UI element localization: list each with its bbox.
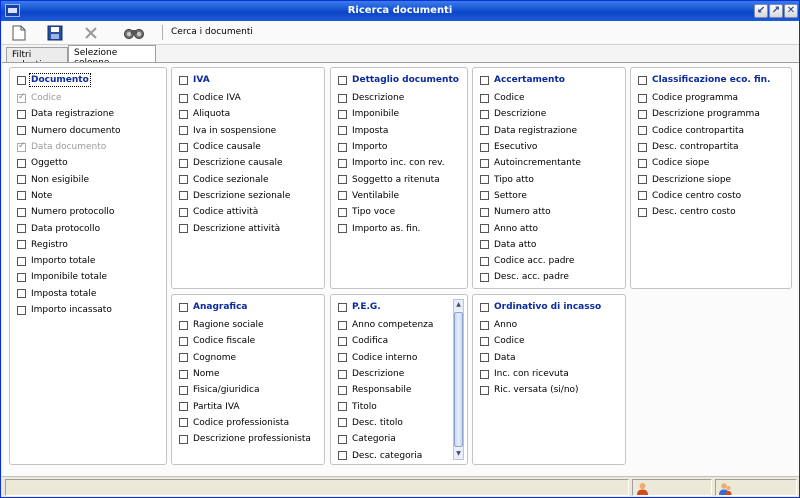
panel-header[interactable] xyxy=(338,300,381,314)
checkbox[interactable] xyxy=(480,240,489,249)
panel-title: Anagrafica xyxy=(193,302,248,312)
checkbox-list xyxy=(480,317,579,398)
search-documents-button[interactable]: Cerca i documenti xyxy=(171,27,253,37)
panel-header[interactable] xyxy=(638,73,770,87)
item-label: Imposta totale xyxy=(31,288,97,299)
item-label: Descrizione programma xyxy=(652,109,760,120)
list-item[interactable] xyxy=(338,155,445,171)
select-all-checkbox[interactable] xyxy=(338,76,347,85)
panel-peg xyxy=(330,294,468,465)
item-label: Codice xyxy=(31,93,62,104)
toolbar-separator xyxy=(162,25,163,40)
list-item[interactable] xyxy=(480,106,581,122)
checkbox[interactable] xyxy=(179,143,188,152)
list-item[interactable] xyxy=(480,237,581,253)
checkbox[interactable] xyxy=(638,208,647,217)
list-item[interactable] xyxy=(338,188,445,204)
item-label: Registro xyxy=(31,239,68,250)
item-label: Numero atto xyxy=(494,207,551,218)
checkbox[interactable] xyxy=(480,386,489,395)
checkbox[interactable] xyxy=(179,224,188,233)
item-label: Fisica/giuridica xyxy=(193,385,260,396)
checkbox[interactable] xyxy=(17,126,26,135)
checkbox[interactable] xyxy=(17,208,26,217)
checkbox-list xyxy=(17,90,121,318)
panel-anagrafica xyxy=(171,294,325,465)
item-label: Codice centro costo xyxy=(652,190,742,201)
users-group-icon xyxy=(719,482,732,495)
minimize-icon[interactable]: ↙ xyxy=(754,4,768,18)
item-label: Descrizione siope xyxy=(652,174,732,185)
item-label: Desc. acc. padre xyxy=(494,272,569,283)
item-label: Tipo voce xyxy=(352,207,396,218)
list-item[interactable] xyxy=(338,204,445,220)
list-item[interactable] xyxy=(17,269,121,285)
new-document-icon[interactable] xyxy=(8,23,30,43)
checkbox[interactable] xyxy=(338,224,347,233)
select-all-checkbox[interactable] xyxy=(17,76,26,85)
checkbox[interactable] xyxy=(17,94,26,103)
checkbox[interactable] xyxy=(338,159,347,168)
user-icon xyxy=(636,482,649,495)
checkbox[interactable] xyxy=(17,257,26,266)
list-item[interactable] xyxy=(480,366,579,382)
list-item[interactable] xyxy=(338,90,445,106)
item-label: Inc. con ricevuta xyxy=(494,369,569,380)
tab-column-selection[interactable]: Selezione xyxy=(68,45,156,63)
panel-header[interactable] xyxy=(480,73,565,87)
item-label: Esecutivo xyxy=(494,142,538,153)
list-item[interactable] xyxy=(480,155,581,171)
checkbox[interactable] xyxy=(17,159,26,168)
list-item[interactable] xyxy=(17,302,121,318)
list-item[interactable] xyxy=(338,106,445,122)
list-item[interactable] xyxy=(179,220,290,236)
checkbox[interactable] xyxy=(179,159,188,168)
column-selection-content xyxy=(2,62,799,476)
list-item[interactable] xyxy=(480,204,581,220)
checkbox[interactable] xyxy=(179,418,188,427)
checkbox[interactable] xyxy=(17,240,26,249)
save-icon[interactable] xyxy=(44,23,66,43)
panel-header[interactable] xyxy=(17,73,89,87)
maximize-icon[interactable]: ↗ xyxy=(769,4,783,18)
list-item[interactable] xyxy=(179,317,311,333)
checkbox[interactable] xyxy=(338,337,347,346)
item-label: Anno xyxy=(494,320,518,331)
list-item[interactable] xyxy=(338,220,445,236)
item-label: Descrizione xyxy=(494,109,547,120)
select-all-checkbox[interactable] xyxy=(480,76,489,85)
select-all-checkbox[interactable] xyxy=(179,76,188,85)
list-item[interactable] xyxy=(179,106,290,122)
list-item[interactable] xyxy=(480,333,579,349)
item-label: Descrizione attività xyxy=(193,223,281,234)
list-item[interactable] xyxy=(338,447,433,463)
list-item[interactable] xyxy=(480,123,581,139)
list-item[interactable] xyxy=(179,123,290,139)
checkbox[interactable] xyxy=(638,175,647,184)
list-item[interactable] xyxy=(480,350,579,366)
checkbox[interactable] xyxy=(480,159,489,168)
list-item[interactable] xyxy=(179,171,290,187)
item-label: Numero protocollo xyxy=(31,207,115,218)
checkbox[interactable] xyxy=(338,321,347,330)
checkbox[interactable] xyxy=(480,208,489,217)
item-label: Autoincrementante xyxy=(494,158,581,169)
item-label: Importo as. fin. xyxy=(352,223,421,234)
list-item[interactable] xyxy=(638,106,760,122)
item-label: Importo xyxy=(352,142,388,153)
checkbox[interactable] xyxy=(338,191,347,200)
scroll-up-arrow-icon[interactable]: ▲ xyxy=(454,300,463,310)
delete-icon[interactable] xyxy=(80,23,102,43)
panel-title: Dettaglio documento xyxy=(352,75,459,85)
list-item[interactable] xyxy=(480,171,581,187)
checkbox[interactable] xyxy=(17,306,26,315)
item-label: Data registrazione xyxy=(31,109,115,120)
list-item[interactable] xyxy=(338,350,433,366)
checkbox[interactable] xyxy=(338,94,347,103)
item-label: Codice interno xyxy=(352,352,418,363)
list-item[interactable] xyxy=(179,398,311,414)
list-item[interactable] xyxy=(638,204,760,220)
panel-dettaglio-documento xyxy=(330,67,468,289)
item-label: Soggetto a ritenuta xyxy=(352,174,440,185)
list-item[interactable] xyxy=(179,431,311,447)
item-label: Categoria xyxy=(352,434,396,445)
item-label: Desc. contropartita xyxy=(652,142,739,153)
checkbox-list xyxy=(480,90,581,286)
checkbox[interactable] xyxy=(338,418,347,427)
list-item[interactable] xyxy=(638,155,760,171)
checkbox[interactable] xyxy=(17,143,26,152)
checkbox[interactable] xyxy=(17,289,26,298)
list-item[interactable] xyxy=(338,415,433,431)
checkbox-list xyxy=(638,90,760,220)
list-item[interactable] xyxy=(17,188,121,204)
checkbox[interactable] xyxy=(480,370,489,379)
list-item[interactable] xyxy=(480,317,579,333)
tab-bar xyxy=(2,45,799,62)
checkbox[interactable] xyxy=(17,175,26,184)
panel-title: Ordinativo di incasso xyxy=(494,302,602,312)
item-label: Codice siope xyxy=(652,158,710,169)
item-label: Desc. centro costo xyxy=(652,207,736,218)
item-label: Responsabile xyxy=(352,385,412,396)
item-label: Descrizione xyxy=(352,93,405,104)
panel-title: IVA xyxy=(193,75,210,85)
list-item[interactable] xyxy=(480,269,581,285)
checkbox[interactable] xyxy=(179,175,188,184)
item-label: Data xyxy=(494,352,516,363)
list-item[interactable] xyxy=(338,398,433,414)
item-label: Descrizione professionista xyxy=(193,434,311,445)
tab-saved-filters[interactable]: Filtri xyxy=(6,47,68,63)
checkbox[interactable] xyxy=(480,257,489,266)
checkbox[interactable] xyxy=(17,110,26,119)
list-item[interactable] xyxy=(480,220,581,236)
checkbox[interactable] xyxy=(338,451,347,460)
list-item[interactable] xyxy=(480,253,581,269)
panel-title: Documento xyxy=(31,75,89,85)
checkbox[interactable] xyxy=(480,94,489,103)
checkbox-list xyxy=(179,90,290,237)
item-label: Data documento xyxy=(31,142,107,153)
checkbox[interactable] xyxy=(480,321,489,330)
scroll-thumb[interactable] xyxy=(454,312,463,447)
list-item[interactable] xyxy=(17,286,121,302)
checkbox[interactable] xyxy=(338,353,347,362)
checkbox-list xyxy=(179,317,311,447)
panel-accertamento xyxy=(472,67,626,289)
item-label: Imponibile xyxy=(352,109,400,120)
item-label: Codice xyxy=(494,336,525,347)
item-label: Nome xyxy=(193,369,220,380)
item-label: Numero documento xyxy=(31,125,121,136)
list-item[interactable] xyxy=(338,123,445,139)
checkbox[interactable] xyxy=(179,110,188,119)
panel-iva xyxy=(171,67,325,289)
checkbox-list xyxy=(338,317,433,464)
list-item[interactable] xyxy=(179,188,290,204)
checkbox[interactable] xyxy=(480,224,489,233)
item-label: Codice causale xyxy=(193,142,261,153)
checkbox[interactable] xyxy=(17,191,26,200)
list-item[interactable] xyxy=(480,139,581,155)
item-label: Ric. versata (si/no) xyxy=(494,385,579,396)
list-item[interactable] xyxy=(17,237,121,253)
checkbox[interactable] xyxy=(179,337,188,346)
item-label: Codice programma xyxy=(652,93,739,104)
checkbox-list xyxy=(338,90,445,237)
checkbox[interactable] xyxy=(338,175,347,184)
item-label: Data registrazione xyxy=(494,125,578,136)
item-label: Aliquota xyxy=(193,109,231,120)
checkbox[interactable] xyxy=(179,191,188,200)
item-label: Importo incassato xyxy=(31,305,112,315)
item-label: Descrizione causale xyxy=(193,158,283,169)
item-label: Codice xyxy=(494,93,525,104)
panel-header[interactable] xyxy=(480,300,601,314)
item-label: Iva in sospensione xyxy=(193,125,277,136)
checkbox[interactable] xyxy=(480,110,489,119)
checkbox[interactable] xyxy=(480,353,489,362)
item-label: Tipo atto xyxy=(494,174,534,185)
checkbox[interactable] xyxy=(638,110,647,119)
item-label: Note xyxy=(31,190,53,201)
checkbox[interactable] xyxy=(338,402,347,411)
item-label: Descrizione sezionale xyxy=(193,190,291,201)
status-field-group xyxy=(715,479,797,496)
item-label: Desc. categoria xyxy=(352,450,423,461)
list-item[interactable] xyxy=(17,253,121,269)
item-label: Data atto xyxy=(494,239,537,250)
list-item[interactable] xyxy=(638,123,760,139)
list-item[interactable] xyxy=(17,106,121,122)
item-label: Descrizione xyxy=(352,369,405,380)
list-item[interactable] xyxy=(638,188,760,204)
checkbox[interactable] xyxy=(179,386,188,395)
item-label: Cognome xyxy=(193,352,237,363)
binoculars-icon[interactable] xyxy=(123,23,145,43)
checkbox[interactable] xyxy=(338,208,347,217)
list-item[interactable] xyxy=(179,415,311,431)
item-label: Anno competenza xyxy=(352,320,434,331)
item-label: Codice professionista xyxy=(193,417,290,428)
panel-header[interactable] xyxy=(179,300,247,314)
list-item[interactable] xyxy=(480,90,581,106)
window-title: Ricerca documenti xyxy=(347,5,453,16)
item-label: Non esigibile xyxy=(31,174,89,185)
list-item[interactable] xyxy=(17,171,121,187)
toolbar xyxy=(2,21,799,45)
checkbox[interactable] xyxy=(638,143,647,152)
checkbox[interactable] xyxy=(338,435,347,444)
select-all-checkbox[interactable] xyxy=(480,303,489,312)
list-item[interactable] xyxy=(179,366,311,382)
list-item[interactable] xyxy=(179,333,311,349)
list-item[interactable] xyxy=(17,123,121,139)
checkbox[interactable] xyxy=(17,224,26,233)
checkbox[interactable] xyxy=(179,402,188,411)
checkbox[interactable] xyxy=(338,143,347,152)
panel-ordinativo-incasso xyxy=(472,294,626,465)
title-bar[interactable] xyxy=(1,1,799,21)
item-label: Codice contropartita xyxy=(652,125,745,136)
item-label: Ragione sociale xyxy=(193,320,264,331)
list-item[interactable] xyxy=(17,155,121,171)
checkbox[interactable] xyxy=(179,353,188,362)
item-label: Desc. titolo xyxy=(352,417,403,428)
checkbox[interactable] xyxy=(338,370,347,379)
list-item[interactable] xyxy=(638,171,760,187)
panel-title: P.E.G. xyxy=(352,302,381,312)
checkbox[interactable] xyxy=(638,191,647,200)
item-label: Data protocollo xyxy=(31,223,101,234)
list-item[interactable] xyxy=(480,382,579,398)
item-label: Codice sezionale xyxy=(193,174,269,185)
select-all-checkbox[interactable] xyxy=(179,303,188,312)
checkbox[interactable] xyxy=(179,208,188,217)
list-item[interactable] xyxy=(480,188,581,204)
list-item[interactable] xyxy=(17,204,121,220)
checkbox[interactable] xyxy=(179,321,188,330)
list-item[interactable] xyxy=(638,90,760,106)
item-label: Titolo xyxy=(352,401,377,412)
select-all-checkbox[interactable] xyxy=(338,303,347,312)
item-label: Settore xyxy=(494,190,527,201)
checkbox[interactable] xyxy=(338,110,347,119)
item-label: Codifica xyxy=(352,336,389,347)
status-field-user xyxy=(632,479,712,496)
list-item[interactable] xyxy=(179,382,311,398)
item-label: Codice attività xyxy=(193,207,259,218)
checkbox[interactable] xyxy=(179,126,188,135)
item-label: Imposta xyxy=(352,125,389,136)
list-item[interactable] xyxy=(179,139,290,155)
status-field-main xyxy=(5,479,629,496)
checkbox[interactable] xyxy=(480,175,489,184)
list-item[interactable] xyxy=(338,139,445,155)
panel-header[interactable] xyxy=(338,73,459,87)
item-label: Oggetto xyxy=(31,158,68,169)
close-icon[interactable]: ✕ xyxy=(784,4,798,18)
panel-title: Accertamento xyxy=(494,75,565,85)
checkbox[interactable] xyxy=(179,94,188,103)
scroll-down-arrow-icon[interactable]: ▼ xyxy=(454,449,463,459)
checkbox[interactable] xyxy=(338,126,347,135)
checkbox[interactable] xyxy=(480,143,489,152)
item-label: Codice fiscale xyxy=(193,336,256,347)
checkbox[interactable] xyxy=(638,159,647,168)
item-label: Anno atto xyxy=(494,223,539,234)
checkbox[interactable] xyxy=(480,273,489,282)
checkbox[interactable] xyxy=(17,273,26,282)
list-item[interactable] xyxy=(17,220,121,236)
checkbox[interactable] xyxy=(480,337,489,346)
list-item[interactable] xyxy=(338,171,445,187)
peg-scrollbar[interactable] xyxy=(453,299,464,460)
select-all-checkbox[interactable] xyxy=(638,76,647,85)
list-item[interactable] xyxy=(179,350,311,366)
list-item[interactable] xyxy=(179,90,290,106)
checkbox[interactable] xyxy=(179,370,188,379)
checkbox[interactable] xyxy=(638,126,647,135)
item-label: Codice IVA xyxy=(193,93,241,104)
item-label: Codice acc. padre xyxy=(494,256,575,267)
list-item[interactable] xyxy=(338,382,433,398)
status-bar xyxy=(2,476,799,497)
panel-title: Classificazione eco. fin. xyxy=(652,75,771,85)
item-label: Importo inc. con rev. xyxy=(352,158,445,169)
list-item[interactable] xyxy=(179,204,290,220)
item-label: Imponibile totale xyxy=(31,272,108,283)
list-item[interactable] xyxy=(338,333,433,349)
list-item[interactable] xyxy=(338,317,433,333)
list-item[interactable] xyxy=(338,431,433,447)
list-item[interactable] xyxy=(179,155,290,171)
checkbox[interactable] xyxy=(480,126,489,135)
item-label: Partita IVA xyxy=(193,401,240,412)
checkbox[interactable] xyxy=(338,386,347,395)
checkbox[interactable] xyxy=(480,191,489,200)
list-item[interactable] xyxy=(638,139,760,155)
list-item[interactable] xyxy=(17,90,121,106)
item-label: Ventilabile xyxy=(352,190,399,201)
item-label: Importo totale xyxy=(31,256,96,267)
checkbox[interactable] xyxy=(179,435,188,444)
panel-header[interactable] xyxy=(179,73,210,87)
list-item[interactable] xyxy=(338,366,433,382)
panel-classificazione xyxy=(630,67,792,289)
panel-documento xyxy=(9,67,167,465)
list-item[interactable] xyxy=(17,139,121,155)
checkbox[interactable] xyxy=(638,94,647,103)
